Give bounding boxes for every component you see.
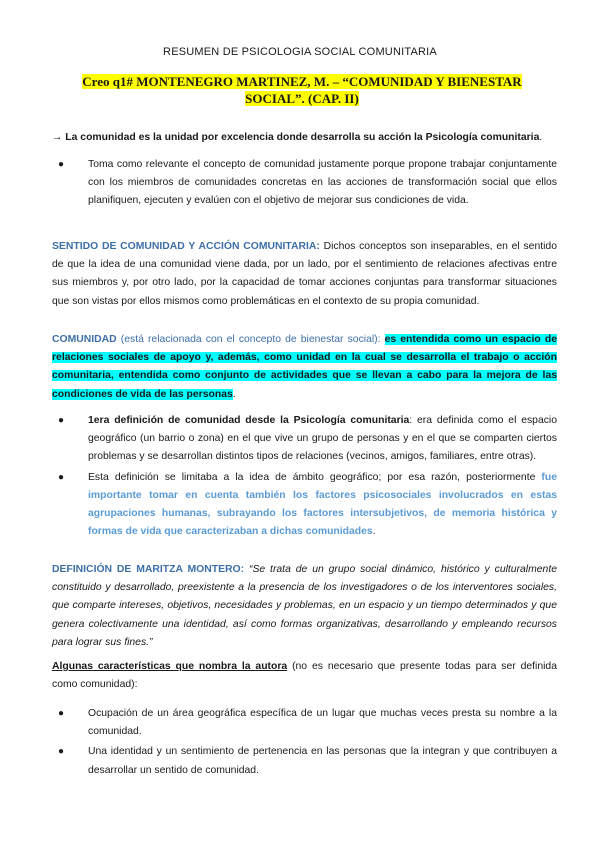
caracteristicas-paragraph — [52, 658, 557, 694]
arrow-icon: → — [52, 132, 63, 143]
list-item — [52, 743, 557, 779]
list-item — [52, 469, 557, 542]
montero-heading: DEFINICIÓN DE MARITZA MONTERO: — [52, 564, 245, 575]
bullet-icon: ● — [58, 708, 65, 719]
intro-end: . — [539, 132, 543, 143]
comunidad-paren: (está relacionada con el concepto de bienestar social): — [116, 334, 381, 345]
page-header: RESUMEN DE PSICOLOGIA SOCIAL COMUNITARIA — [163, 46, 437, 58]
comunidad-space — [381, 334, 385, 345]
bullet-icon: ● — [58, 471, 65, 483]
sentido-text: Dichos conceptos son inseparables, en el sentido de que la idea de una comunidad viene dada, por un lado, por el sentimiento de relaciones afectivas entre sus miembros y, por otro lado, por la capacidad de tomar acciones conjuntas para transformar situaciones que son vistas por ellos mismos como problemáticas en el contexto de su propia comunidad. — [52, 241, 557, 307]
comunidad-paragraph — [52, 331, 557, 404]
list-item — [52, 705, 557, 741]
sentido-heading: SENTIDO DE COMUNIDAD Y ACCIÓN COMUNITARIA: — [52, 241, 320, 252]
bullet-list-1 — [52, 156, 557, 213]
bullet-text: Ocupación de un área geográfica específica de un lugar que muchas veces presta su nombre a la comunidad. — [88, 708, 557, 738]
bullet-bold: 1era definición de comunidad desde la Psicología comunitaria — [88, 415, 410, 426]
caracteristicas-text: (no es necesario que presente todas para ser definida como comunidad): — [52, 661, 557, 691]
bullet-list-3 — [52, 705, 557, 782]
caracteristicas-heading: Algunas características que nombra la autora — [52, 661, 288, 672]
bullet-icon: ● — [58, 746, 65, 758]
bullet-colored: fue importante tomar en cuenta también los factores psicosociales involucrados en estas agrupaciones humanas, subrayando los factores intersubjetivos, de memoria histórica y formas de vida que caracterizaban a dichas comunidades — [88, 471, 557, 538]
bullet-end: . — [372, 526, 376, 538]
montero-paragraph — [52, 561, 557, 652]
bullet-icon: ● — [58, 159, 65, 170]
intro-text: La comunidad es la unidad por excelencia donde desarrolla su acción la Psicología comunitaria — [65, 132, 540, 143]
list-item — [52, 156, 557, 211]
document-title — [52, 73, 552, 107]
list-item — [52, 412, 557, 467]
intro-paragraph — [52, 129, 557, 147]
bullet-text: Toma como relevante el concepto de comunidad justamente porque propone trabajar conjuntamente con los miembros de comunidades concretas en las acciones de transformación social que ellos planifiquen, ejecuten y evalúen con el objetivo de mejorar sus condiciones de vida. — [88, 159, 557, 207]
bullet-list-2 — [52, 412, 557, 543]
bullet-text: Esta definición se limitaba a la idea de ámbito geográfico; por esa razón, posteriormente — [88, 471, 542, 483]
title-highlight: Creo q1# MONTENEGRO MARTINEZ, M. – “COMUNIDAD Y BIENESTAR SOCIAL”. (CAP. II) — [82, 74, 522, 106]
comunidad-highlight: es entendida como un espacio de relaciones sociales de apoyo y, además, como unidad en la cual se desarrolla el trabajo o acción comunitaria, entendida como conjunto de actividades que se llevan a cabo para la mejora de las condiciones de vida de las personas — [52, 334, 557, 400]
bullet-text: : era definida como el espacio geográfico (un barrio o zona) en el que vive un grupo de personas y en el que se comparten ciertos problemas y se desarrollan distintos tipos de relaciones (vecinos, amigos, familiares, entre otras). — [88, 415, 558, 463]
comunidad-end: . — [232, 388, 236, 400]
bullet-icon: ● — [58, 415, 65, 426]
montero-quote: “Se trata de un grupo social dinámico, histórico y culturalmente constituido y desarrollado, preexistente a la presencia de los investigadores o de los interventores sociales, que comparte intereses, objetivos, necesidades y problemas, en un espacio y un tiempo determinados y que genera colectivamente una identidad, así como formas organizativas, desarrollando y empleando recursos para lograr sus fines.” — [52, 564, 557, 648]
comunidad-heading: COMUNIDAD — [52, 334, 117, 345]
sentido-paragraph — [52, 238, 557, 311]
bullet-text: Una identidad y un sentimiento de pertenencia en las personas que la integran y que contribuyen a desarrollar un sentido de comunidad. — [88, 746, 557, 776]
